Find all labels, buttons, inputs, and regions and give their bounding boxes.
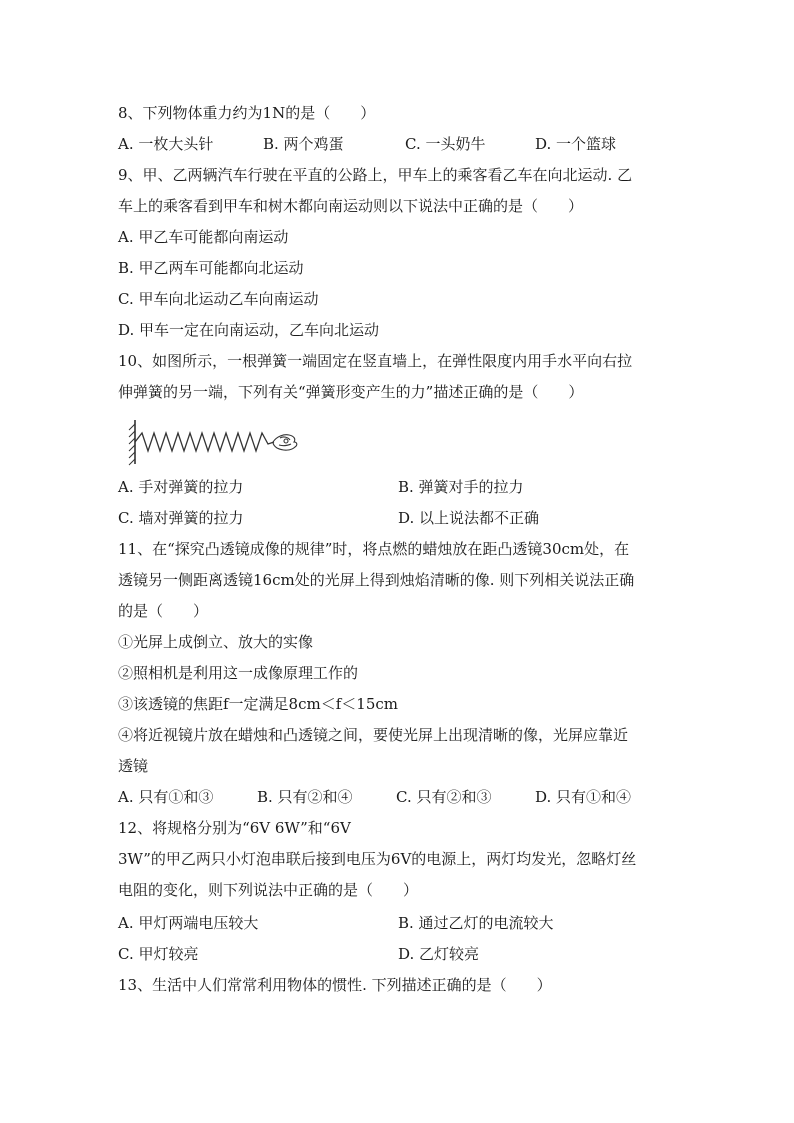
spring-coil xyxy=(135,433,274,451)
q12-stem-line3: 电阻的变化，则下列说法中正确的是（ ） xyxy=(118,881,419,899)
q12-option-d: D. 乙灯较亮 xyxy=(398,945,480,963)
q11-statement-4: ④将近视镜片放在蜡烛和凸透镜之间，要使光屏上出现清晰的像，光屏应靠近 xyxy=(118,726,629,744)
spring-wall-figure xyxy=(128,418,304,466)
q11-option-d: D. 只有①和④ xyxy=(535,788,632,806)
hand-icon xyxy=(273,435,297,450)
q9-option-c: C. 甲车向北运动乙车向南运动 xyxy=(118,290,319,308)
q10-option-b: B. 弹簧对手的拉力 xyxy=(398,478,524,496)
q9-option-a: A. 甲乙车可能都向南运动 xyxy=(118,228,289,246)
q11-stem-line3: 的是（ ） xyxy=(118,602,209,620)
q12-option-c: C. 甲灯较亮 xyxy=(118,945,199,963)
q12-option-b: B. 通过乙灯的电流较大 xyxy=(398,914,554,932)
q8-stem: 8、下列物体重力约为1N的是（ ） xyxy=(118,104,376,122)
q9-option-d: D. 甲车一定在向南运动，乙车向北运动 xyxy=(118,321,380,339)
q11-stem-line1: 11、在“探究凸透镜成像的规律”时，将点燃的蜡烛放在距凸透镜30cm处，在 xyxy=(118,540,630,558)
q10-option-a: A. 手对弹簧的拉力 xyxy=(118,478,244,496)
q11-statement-4-cont: 透镜 xyxy=(118,757,149,775)
q11-statement-3: ③该透镜的焦距f一定满足8cm＜f＜15cm xyxy=(118,695,398,713)
q11-statement-1: ①光屏上成倒立、放大的实像 xyxy=(118,633,314,651)
q9-stem-line1: 9、甲、乙两辆汽车行驶在平直的公路上，甲车上的乘客看乙车在向北运动. 乙 xyxy=(118,166,633,184)
q11-stem-line2: 透镜另一侧距离透镜16cm处的光屏上得到烛焰清晰的像. 则下列相关说法正确 xyxy=(118,571,635,589)
q8-option-a: A. 一枚大头针 xyxy=(118,135,214,153)
q12-stem-line2: 3W”的甲乙两只小灯泡串联后接到电压为6V的电源上，两灯均发光，忽略灯丝 xyxy=(118,850,637,868)
q11-statement-2: ②照相机是利用这一成像原理工作的 xyxy=(118,664,359,682)
wall-hatching xyxy=(129,424,135,465)
q10-option-c: C. 墙对弹簧的拉力 xyxy=(118,509,244,527)
q8-option-c: C. 一头奶牛 xyxy=(405,135,486,153)
q9-stem-line2: 车上的乘客看到甲车和树木都向南运动则以下说法中正确的是（ ） xyxy=(118,197,584,215)
q8-option-b: B. 两个鸡蛋 xyxy=(263,135,344,153)
q13-stem: 13、生活中人们常常利用物体的惯性. 下列描述正确的是（ ） xyxy=(118,976,552,994)
q11-option-c: C. 只有②和③ xyxy=(396,788,492,806)
q10-stem-line1: 10、如图所示，一根弹簧一端固定在竖直墙上，在弹性限度内用手水平向右拉 xyxy=(118,352,633,370)
q11-option-a: A. 只有①和③ xyxy=(118,788,214,806)
q9-option-b: B. 甲乙两车可能都向北运动 xyxy=(118,259,304,277)
q8-option-d: D. 一个篮球 xyxy=(535,135,617,153)
q12-stem-line1: 12、将规格分别为“6V 6W”和“6V xyxy=(118,819,351,837)
q12-option-a: A. 甲灯两端电压较大 xyxy=(118,914,259,932)
q10-stem-line2: 伸弹簧的另一端，下列有关“弹簧形变产生的力”描述正确的是（ ） xyxy=(118,383,584,401)
q11-option-b: B. 只有②和④ xyxy=(257,788,353,806)
q10-option-d: D. 以上说法都不正确 xyxy=(398,509,540,527)
